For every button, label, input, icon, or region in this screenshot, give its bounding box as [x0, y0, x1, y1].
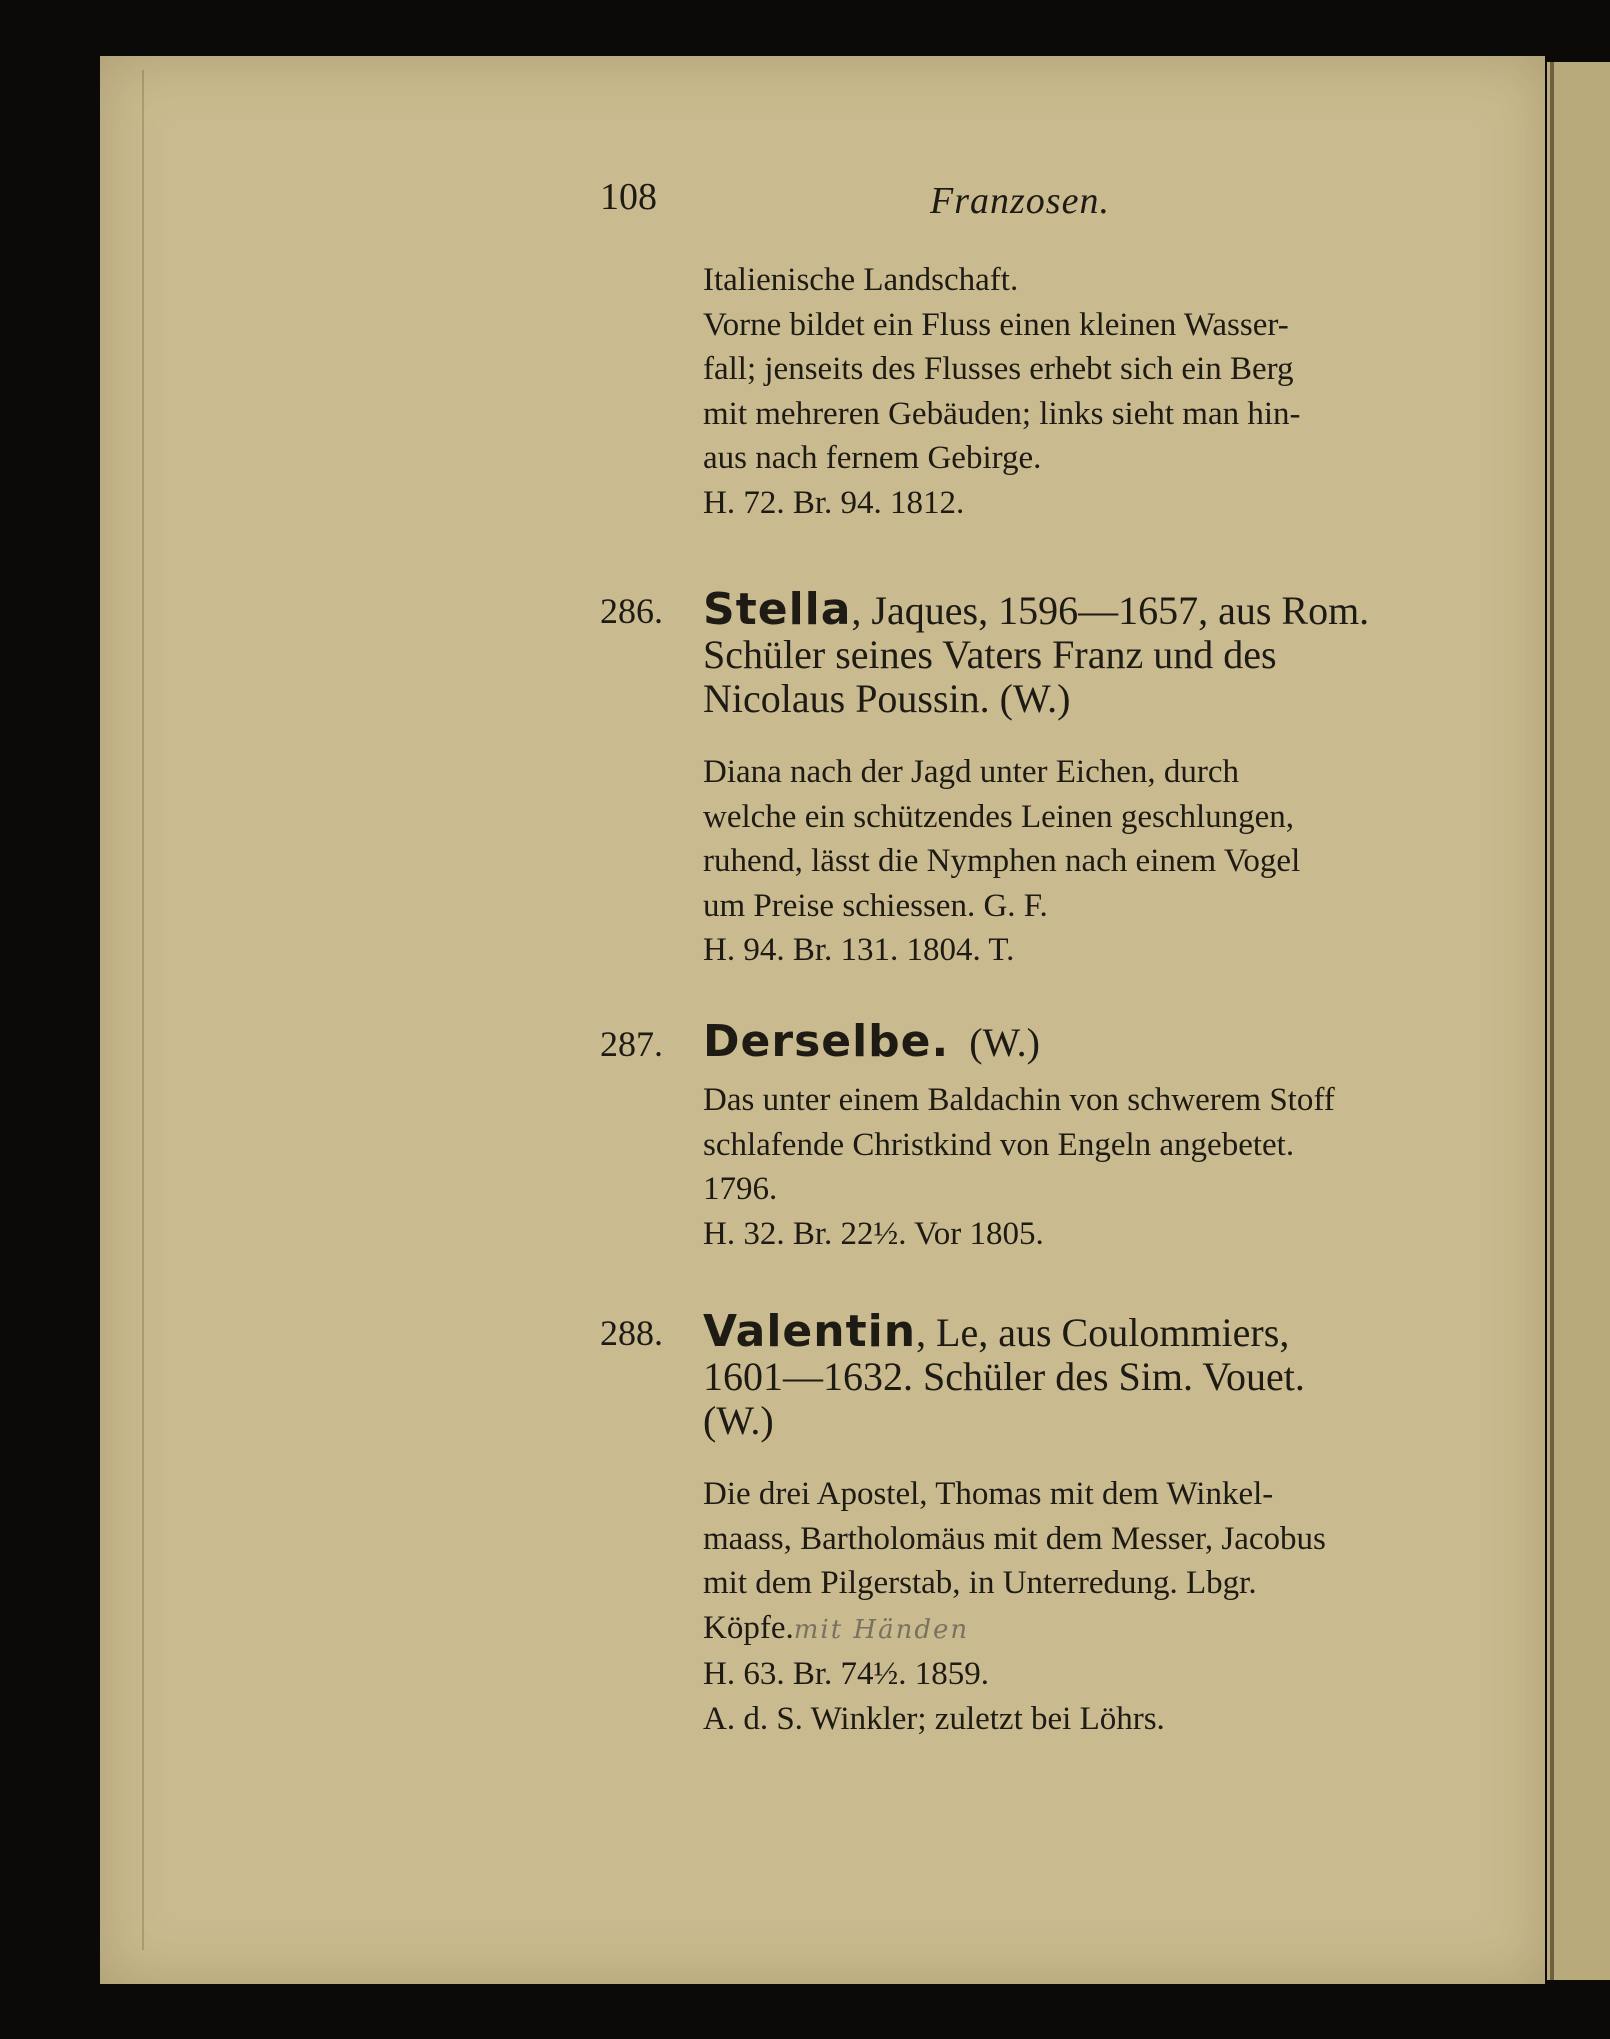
artist-name: Valentin [703, 1306, 917, 1357]
description-line: Vorne bildet ein Fluss einen kleinen Wasser- [703, 306, 1289, 343]
artist-details: (W.) [969, 1020, 1040, 1065]
measurements: H. 94. Br. 131. 1804. T. [703, 932, 1015, 968]
artist-bio-line: Nicolaus Poussin. (W.) [703, 676, 1071, 721]
entry-288-description [703, 1472, 1443, 1741]
page-gutter-line [1550, 62, 1554, 1980]
description-line: 1796. [703, 1171, 778, 1207]
artist-line [703, 1016, 1443, 1067]
page-number: 108 [600, 176, 657, 218]
page-fold-shadow [142, 70, 144, 1950]
entry-number: 287. [600, 1024, 663, 1064]
entry-286-header [703, 584, 1443, 721]
handwritten-annotation: mit Händen [793, 1614, 970, 1645]
entry-number: 286. [600, 591, 663, 631]
artist-name: Stella [703, 584, 852, 635]
entry-number: 288. [600, 1313, 663, 1353]
description-line: Die drei Apostel, Thomas mit dem Winkel- [703, 1476, 1274, 1512]
provenance: A. d. S. Winkler; zuletzt bei Löhrs. [703, 1700, 1165, 1737]
entry-287-header [703, 1016, 1443, 1067]
description-line: Köpfe. [703, 1609, 794, 1646]
artist-name: Derselbe. [703, 1016, 950, 1067]
measurements: H. 63. Br. 74½. 1859. [703, 1656, 990, 1692]
artist-line [703, 584, 1443, 635]
artist-bio-line: (W.) [703, 1398, 774, 1443]
artist-details: , Jaques, 1596—1657, aus Rom. [851, 588, 1370, 633]
description-line: fall; jenseits des Flusses erhebt sich ein Berg [703, 351, 1294, 387]
running-head [600, 175, 1450, 235]
entry-286-description [703, 750, 1443, 973]
description-line: maass, Bartholomäus mit dem Messer, Jacobus [703, 1520, 1326, 1557]
artist-bio-line: Schüler seines Vaters Franz und des [703, 632, 1277, 677]
description-line: schlafende Christkind von Engeln angebetet. [703, 1126, 1295, 1163]
measurements: H. 72. Br. 94. 1812. [703, 484, 965, 521]
description-line: mit dem Pilgerstab, in Unterredung. Lbgr. [703, 1565, 1257, 1601]
entry-287-description [703, 1078, 1443, 1256]
description-line: Diana nach der Jagd unter Eichen, durch [703, 754, 1240, 790]
artist-line [703, 1306, 1443, 1357]
description-line: mit mehreren Gebäuden; links sieht man hin- [703, 395, 1301, 432]
running-title: Franzosen. [930, 180, 1110, 222]
measurements: H. 32. Br. 22½. Vor 1805. [703, 1215, 1044, 1252]
painting-title: Italienische Landschaft. [703, 262, 1019, 298]
description-line: um Preise schiessen. G. F. [703, 887, 1048, 924]
description-line-with-note [703, 1606, 1443, 1653]
description-line: Das unter einem Baldachin von schwerem Stoff [703, 1082, 1335, 1118]
description-line: ruhend, lässt die Nymphen nach einem Vogel [703, 843, 1301, 879]
entry-285-continued [703, 258, 1443, 525]
description-line: welche ein schützendes Leinen geschlungen, [703, 798, 1295, 835]
entry-288-header [703, 1306, 1443, 1443]
next-page-edge [1547, 62, 1610, 1980]
artist-bio-line: 1601—1632. Schüler des Sim. Vouet. [703, 1354, 1305, 1399]
artist-details: , Le, aus Coulommiers, [916, 1310, 1290, 1355]
description-line: aus nach fernem Gebirge. [703, 440, 1042, 476]
